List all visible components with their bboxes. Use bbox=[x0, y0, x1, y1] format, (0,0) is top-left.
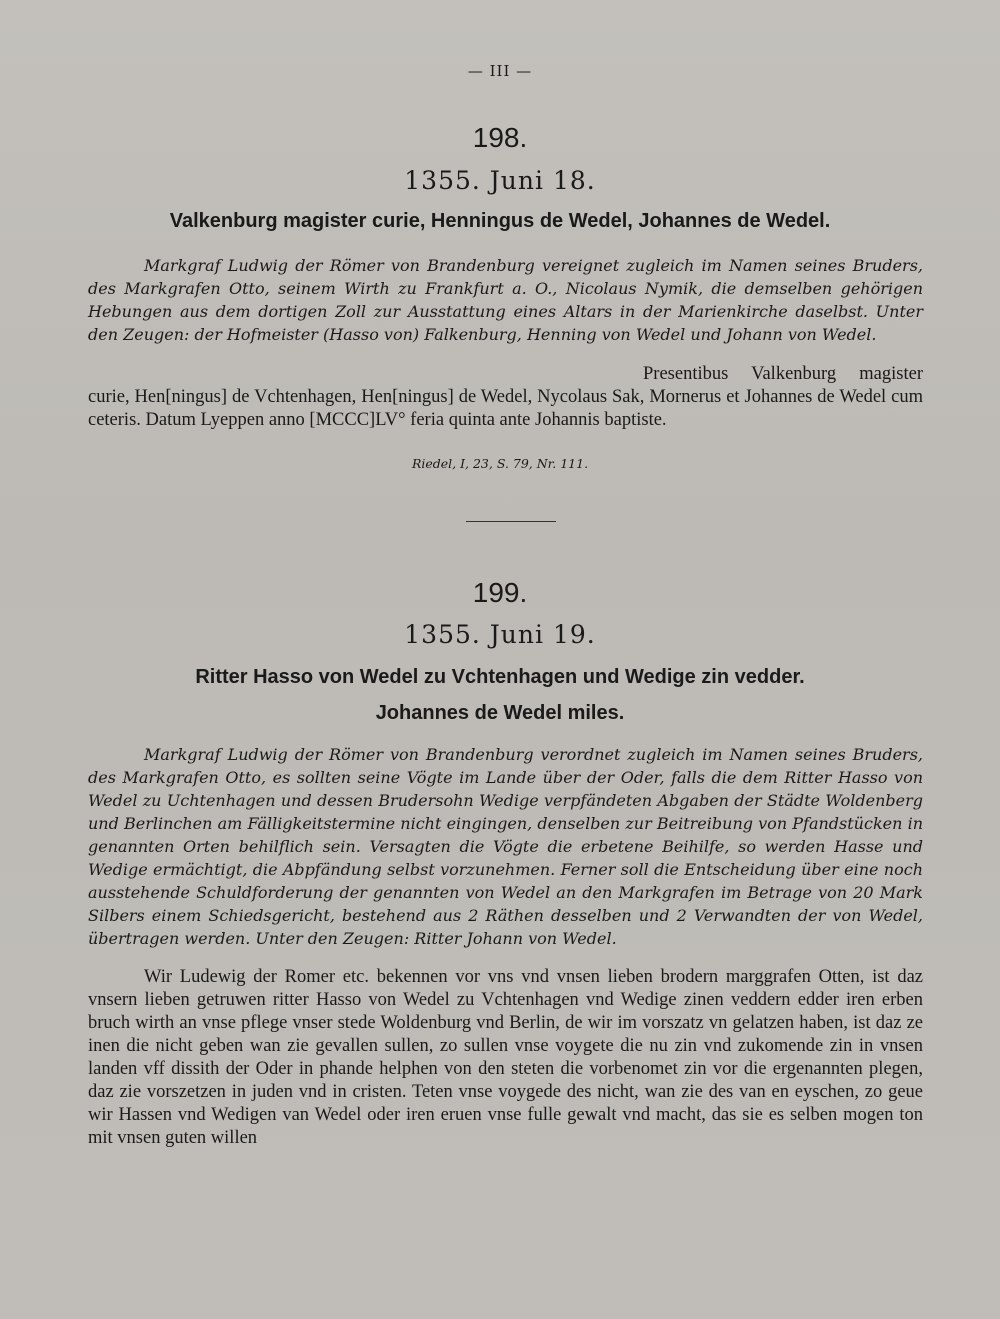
doc-198-source: Riedel, I, 23, S. 79, Nr. 111. bbox=[411, 456, 589, 471]
page-number: — III — bbox=[467, 62, 533, 80]
doc-198-latin bbox=[88, 363, 923, 432]
doc-198-title: Valkenburg magister curie, Henningus de Wedel, Johannes de Wedel. bbox=[169, 210, 831, 232]
doc-198-latin-text: Presentibus Valkenburg magister curie, Hen[ningus] de Vchtenhagen, Hen[ningus] de Wedel, Nycolaus Sak, Mornerus et Johannes de Wedel cum ceteris. Datum Lyeppen anno [MCCC]LV° feria quinta ante Johannis baptiste. bbox=[88, 364, 923, 430]
doc-199-latin-text: Wir Ludewig der Romer etc. bekennen vor vns vnd vnsen lieben brodern marggrafen Otten, ist daz vnsern lieben getruwen ritter Hasso von Wedel zu Vchtenhagen vnd Wedige zinen veddern edder iren erben bruch wirth an vnse pflege vnser stede Woldenburg vnd Berlin, de wir im vorszatz vn gelatzen haben, ist daz ze inen die nicht geben wan zie gevallen sullen, zo sullen vnse voygete die nu zin vnd zukomende zin in vnsen landen vff dissith der Oder in phande helphen von den steten die vorbenomet zin vor die ergenannten plegen, daz zie vorszetzen in juden vnd in cristen. Teten vnse voygede des nicht, wan zie des van en eyschen, zo geue wir Hassen vnd Wedigen van Wedel oder iren eruen vnse fulle gewalt vnd macht, das sie es selben mogen ton mit vnsen guten willen bbox=[88, 967, 923, 1148]
section-divider bbox=[466, 521, 556, 522]
doc-199-latin bbox=[88, 966, 923, 1150]
doc-198-date: 1355. Juni 18. bbox=[404, 166, 596, 195]
doc-199-date: 1355. Juni 19. bbox=[404, 620, 596, 649]
doc-198-summary bbox=[88, 254, 923, 346]
doc-198-summary-text: Markgraf Ludwig der Römer von Brandenburg vereignet zugleich im Namen seines Bruders, des Markgrafen Otto, seinem Wirth zu Frankfurt a. O., Nicolaus Nymik, die demselben gehörigen Hebungen aus dem dortigen Zoll zur Ausstattung eines Altars in der Marienkirche daselbst. Unter den Zeugen: der Hofmeister (Hasso von) Falkenburg, Henning von Wedel und Johann von Wedel. bbox=[88, 256, 923, 344]
doc-198-number: 198. bbox=[472, 122, 528, 153]
doc-199-title-line1: Ritter Hasso von Wedel zu Vchtenhagen und Wedige zin vedder. bbox=[195, 666, 805, 688]
doc-199-summary bbox=[88, 743, 923, 950]
doc-199-number: 199. bbox=[472, 577, 528, 608]
doc-199-title-line2: Johannes de Wedel miles. bbox=[375, 702, 625, 724]
doc-199-summary-text: Markgraf Ludwig der Römer von Brandenburg verordnet zugleich im Namen seines Bruders, des Markgrafen Otto, es sollten seine Vögte im Lande über der Oder, falls die dem Ritter Hasso von Wedel zu Uchtenhagen und dessen Brudersohn Wedige verpfändeten Abgaben der Städte Woldenberg und Berlinchen am Fälligkeitstermine nicht eingingen, denselben zur Beitreibung von Pfandstücken in genannten Orten behilflich sein. Versagten die Vögte die erbetene Beihilfe, so werden Hasse und Wedige ermächtigt, die Abpfändung selbst vorzunehmen. Ferner soll die Entscheidung über eine noch ausstehende Schuldforderung der genannten von Wedel an den Markgrafen im Betrage von 20 Mark Silbers einem Schiedsgericht, bestehend aus 2 Räthen desselben und 2 Verwandten der von Wedel, übertragen werden. Unter den Zeugen: Ritter Johann von Wedel. bbox=[88, 745, 923, 948]
